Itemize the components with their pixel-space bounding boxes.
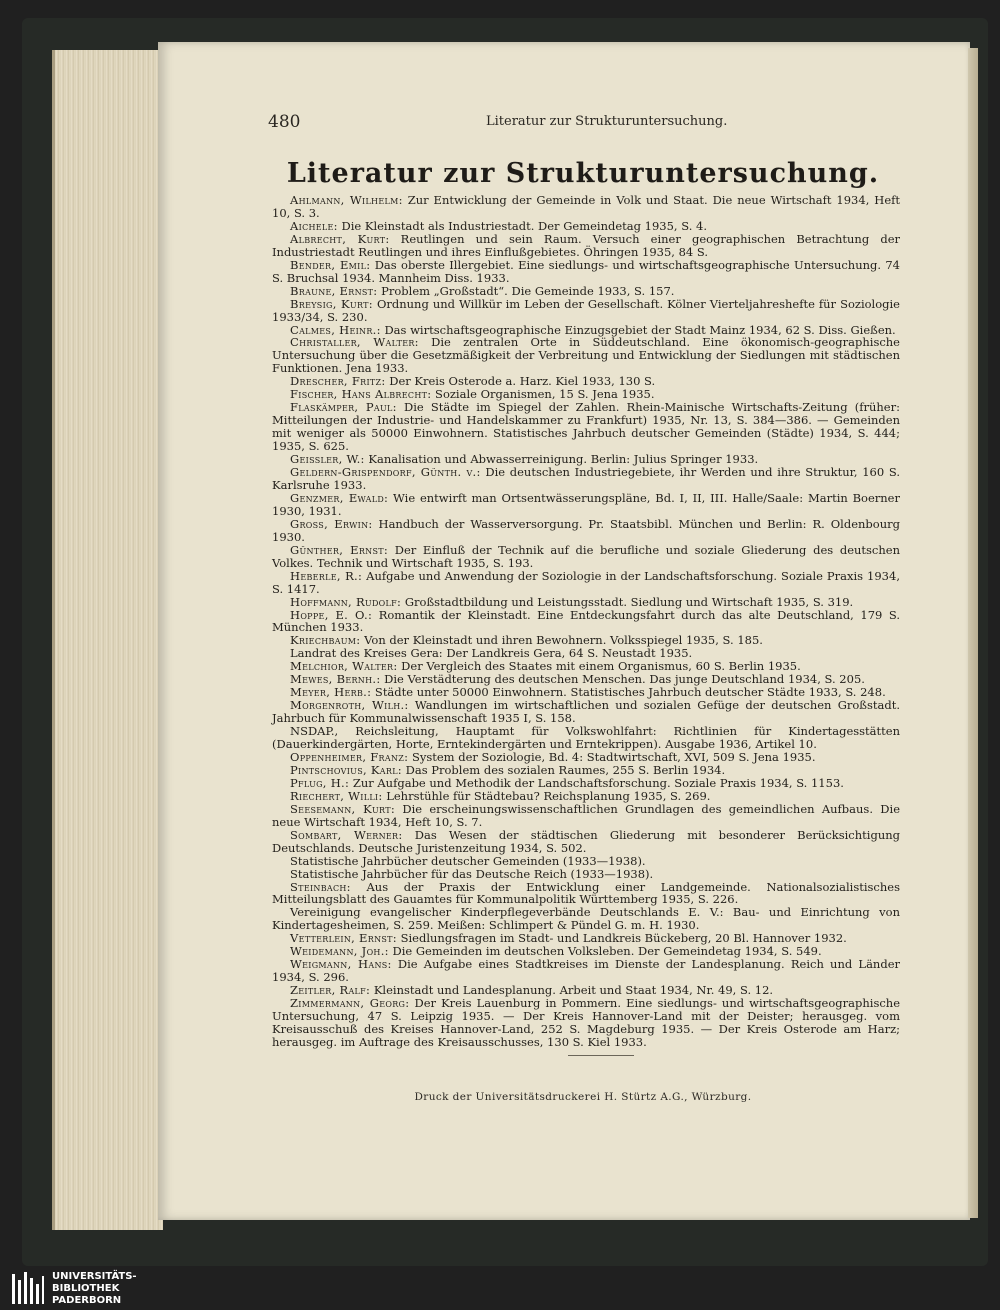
entry-text: Problem „Großstadt“. Die Gemeinde 1933, S. 157.	[377, 283, 675, 298]
entry-author: Melchior, Walter:	[290, 659, 398, 674]
running-title: Literatur zur Strukturuntersuchung.	[486, 114, 728, 129]
bibliography-entry	[272, 298, 900, 324]
entry-author: Steinbach:	[290, 879, 351, 894]
entry-text: Das Wesen der städtischen Gliederung mit besonderer Berücksichtigung Deutschlands. Deutsche Juristenzeitung 1934, S. 502.	[272, 827, 900, 855]
entry-text: Soziale Organismen, 15 S. Jena 1935.	[431, 387, 655, 402]
entry-text: Der Vergleich des Staates mit einem Organismus, 60 S. Berlin 1935.	[397, 659, 801, 674]
entry-text: Zur Entwicklung der Gemeinde in Volk und Staat. Die neue Wirtschaft 1934, Heft 10, S. 3.	[272, 193, 901, 220]
entry-author: Hoppe, E. O.:	[290, 607, 373, 622]
entry-text: Das oberste Illergebiet. Eine siedlungs- und wirtschaftsgeographische Untersuchung. 74 S. Bruchsal 1934. Mannheim Diss. 1933.	[272, 257, 900, 285]
bibliography-entry	[272, 829, 900, 855]
entry-author: Zimmermann, Georg:	[290, 996, 410, 1011]
bibliography-entry	[272, 518, 900, 544]
entry-author: Vetterlein, Ernst:	[290, 931, 397, 946]
page-right-edge	[968, 48, 978, 1218]
entry-author: Meyer, Herb.:	[290, 685, 372, 700]
entry-text: Wandlungen im wirtschaftlichen und sozialen Gefüge der deutschen Großstadt. Jahrbuch für Kommunalwissenschaft 1935 I, S. 158.	[272, 698, 900, 726]
bibliography-entry	[272, 958, 900, 984]
bibliography-entry	[272, 881, 900, 907]
entry-author: Kriechbaum:	[290, 633, 361, 648]
entry-author: Calmes, Heinr.:	[290, 322, 381, 337]
entry-author: Heberle, R.:	[290, 568, 363, 583]
page-edges	[52, 50, 163, 1230]
entry-text: Die Kleinstadt als Industriestadt. Der Gemeindetag 1935, S. 4.	[337, 218, 707, 233]
entry-text: NSDAP., Reichsleitung, Hauptamt für Volkswohlfahrt: Richtlinien für Kindertagesstätten (Dauerkindergärten, Horte, Erntekindergärten und Erntekrippen). Ausgabe 1936, Artikel 10.	[272, 724, 900, 752]
entry-author: Weigmann, Hans:	[290, 957, 392, 972]
bibliography-entry	[272, 259, 900, 285]
entry-text: Zur Aufgabe und Methodik der Landschaftsforschung. Soziale Praxis 1934, S. 1153.	[349, 775, 844, 790]
entry-text: Die erscheinungswissenschaftlichen Grundlagen des gemeindlichen Aufbaus. Die neue Wirtschaft 1934, Heft 10, S. 7.	[272, 801, 900, 829]
entry-author: Riechert, Willi:	[290, 788, 383, 803]
entry-text: Das wirtschaftsgeographische Einzugsgebiet der Stadt Mainz 1934, 62 S. Diss. Gießen.	[380, 322, 896, 337]
entry-text: Der Kreis Osterode a. Harz. Kiel 1933, 130 S.	[385, 374, 656, 389]
entry-text: Das Problem des sozialen Raumes, 255 S. Berlin 1934.	[401, 762, 726, 777]
entry-text: Die deutschen Industriegebiete, ihr Werden und ihre Struktur, 160 S. Karlsruhe 1933.	[272, 465, 901, 492]
bibliography-entry	[272, 401, 900, 453]
entry-text: Städte unter 50000 Einwohnern. Statistisches Jahrbuch deutscher Städte 1933, S. 248.	[371, 685, 886, 700]
library-logo-icon	[10, 1270, 46, 1308]
entry-author: Ahlmann, Wilhelm:	[290, 193, 403, 207]
entry-text: Handbuch der Wasserversorgung. Pr. Staatsbibl. München und Berlin: R. Oldenbourg 1930.	[272, 516, 900, 544]
entry-text: System der Soziologie, Bd. 4: Stadtwirtschaft, XVI, 509 S. Jena 1935.	[408, 749, 816, 764]
entry-text: Kleinstadt und Landesplanung. Arbeit und Staat 1934, Nr. 49, S. 12.	[370, 983, 774, 998]
bibliography-entry	[272, 233, 900, 259]
entry-author: Christaller, Walter:	[290, 335, 419, 350]
bibliography-list	[272, 194, 900, 1049]
entry-text: Die Verstädterung des deutschen Menschen. Das junge Deutschland 1934, S. 205.	[380, 672, 865, 687]
entry-text: Reutlingen und sein Raum. Versuch einer geographischen Betrachtung der Industriestadt Reutlingen und ihres Einflußgebietes. Öhringen 1935, 84 S.	[272, 231, 901, 259]
entry-author: Geldern-Grispendorf, Günth. v.:	[290, 465, 481, 480]
entry-author: Oppenheimer, Franz:	[290, 749, 409, 764]
entry-author: Pintschovius, Karl:	[290, 762, 402, 777]
logo-line-1: UNIVERSITÄTS-	[52, 1271, 137, 1282]
entry-author: Bender, Emil:	[290, 257, 371, 272]
page-number: 480	[268, 112, 301, 132]
entry-author: Gross, Erwin:	[290, 516, 373, 531]
library-logo-text	[52, 1271, 137, 1307]
logo-line-2: BIBLIOTHEK	[52, 1283, 120, 1294]
bibliography-entry	[272, 466, 900, 492]
entry-author: Zeitler, Ralf:	[290, 983, 371, 998]
entry-text: Die zentralen Orte in Süddeutschland. Eine ökonomisch-geographische Untersuchung über die Gesetzmäßigkeit der Verbreitung und Entwicklung der Siedlungen mit städtischen Funktionen. Jena 1933.	[272, 335, 900, 376]
logo-line-3: PADERBORN	[52, 1295, 122, 1306]
entry-text: Statistische Jahrbücher für das Deutsche Reich (1933—1938).	[290, 866, 654, 881]
bibliography-entry	[272, 570, 900, 596]
running-head	[268, 112, 898, 132]
entry-text: Kanalisation und Abwasserreinigung. Berlin: Julius Springer 1933.	[364, 452, 759, 467]
entry-author: Drescher, Fritz:	[290, 374, 386, 389]
entry-author: Genzmer, Ewald:	[290, 490, 389, 505]
entry-text: Romantik der Kleinstadt. Eine Entdeckungsfahrt durch das alte Deutschland, 179 S. München 1933.	[272, 607, 900, 635]
bibliography-entry	[272, 336, 900, 375]
entry-text: Ordnung und Willkür im Leben der Gesellschaft. Kölner Vierteljahreshefte für Soziologie 1933/34, S. 230.	[272, 296, 900, 324]
entry-author: Sombart, Werner:	[290, 827, 403, 842]
entry-text: Statistische Jahrbücher deutscher Gemeinden (1933—1938).	[290, 853, 646, 868]
entry-text: Von der Kleinstadt und ihren Bewohnern. Volksspiegel 1935, S. 185.	[360, 633, 763, 648]
entry-text: Lehrstühle für Städtebau? Reichsplanung 1935, S. 269.	[382, 788, 711, 803]
entry-text: Siedlungsfragen im Stadt- und Landkreis Bückeberg, 20 Bl. Hannover 1932.	[396, 931, 847, 946]
bibliography-entry	[272, 544, 900, 570]
bibliography-entry	[272, 609, 900, 635]
bibliography-entry	[272, 492, 900, 518]
entry-text: Vereinigung evangelischer Kinderpflegeverbände Deutschlands E. V.: Bau- und Einrichtung von Kindertagesheimen, S. 259. Meißen: Schlimpert & Pündel G. m. H. 1930.	[272, 905, 900, 933]
entry-text: Aufgabe und Anwendung der Soziologie in der Landschaftsforschung. Soziale Praxis 1934, S. 1417.	[272, 568, 900, 596]
entry-author: Breysig, Kurt:	[290, 296, 373, 311]
entry-author: Seesemann, Kurt:	[290, 801, 396, 816]
entry-text: Großstadtbildung und Leistungsstadt. Siedlung und Wirtschaft 1935, S. 319.	[401, 594, 854, 609]
entry-text: Die Aufgabe eines Stadtkreises im Dienste der Landesplanung. Reich und Länder 1934, S. 296.	[272, 957, 900, 985]
bibliography-entry	[272, 725, 900, 751]
entry-author: Morgenroth, Wilh.:	[290, 698, 409, 713]
entry-author: Aichele:	[290, 218, 338, 233]
entry-author: Geissler, W.:	[290, 452, 365, 467]
bibliography-entry	[272, 803, 900, 829]
entry-author: Braune, Ernst:	[290, 283, 378, 298]
divider	[568, 1055, 634, 1056]
entry-author: Hoffmann, Rudolf:	[290, 594, 402, 609]
printer-imprint: Druck der Universitätsdruckerei H. Stürtz A.G., Würzburg.	[414, 1091, 752, 1103]
bibliography-entry	[272, 699, 900, 725]
bibliography-entry	[272, 997, 900, 1049]
entry-text: Landrat des Kreises Gera: Der Landkreis Gera, 64 S. Neustadt 1935.	[290, 646, 693, 661]
page-title: Literatur zur Strukturuntersuchung.	[286, 158, 880, 189]
entry-author: Mewes, Bernh.:	[290, 672, 381, 687]
bibliography-entry	[272, 906, 900, 932]
entry-text: Aus der Praxis der Entwicklung einer Landgemeinde. Nationalsozialistisches Mitteilungsblatt des Gauamtes für Kommunalpolitik Württemberg 1935, S. 226.	[272, 879, 900, 907]
entry-text: Die Städte im Spiegel der Zahlen. Rhein-Mainische Wirtschafts-Zeitung (früher: Mitteilungen der Industrie- und Handelskammer zu Frankfurt) 1935, Nr. 13, S. 384—386. — Gemeinden mit weniger als 50000 Einwohnern. Statistisches Jahrbuch deutscher Gemeinden (Städte) 1934, S. 444; 1935, S. 625.	[272, 400, 900, 454]
entry-text: Wie entwirft man Ortsentwässerungspläne, Bd. I, II, III. Halle/Saale: Martin Boerner 1930, 1931.	[272, 490, 900, 518]
entry-text: Der Einfluß der Technik auf die berufliche und soziale Gliederung des deutschen Volkes. Technik und Wirtschaft 1935, S. 193.	[272, 542, 900, 570]
bibliography-entry	[272, 194, 900, 220]
entry-author: Albrecht, Kurt:	[290, 231, 390, 246]
entry-author: Weidemann, Joh.:	[290, 944, 389, 959]
entry-author: Pflug, H.:	[290, 775, 350, 790]
entry-author: Fischer, Hans Albrecht:	[290, 387, 432, 402]
entry-author: Günther, Ernst:	[290, 542, 389, 557]
entry-text: Der Kreis Lauenburg in Pommern. Eine siedlungs- und wirtschaftsgeographische Untersuchung, 47 S. Leipzig 1935. — Der Kreis Hannover-Land mit der Deister; herausgeg. vom Kreisausschuß des Kreises Hannover-Land, 252 S. Magdeburg 1935. — Der Kreis Osterode am Harz; herausgeg. im Auftrage des Kreisausschusses, 130 S. Kiel 1933.	[272, 996, 900, 1049]
library-logo	[4, 1266, 154, 1310]
entry-author: Flaskämper, Paul:	[290, 400, 397, 415]
entry-text: Die Gemeinden im deutschen Volksleben. Der Gemeindetag 1934, S. 549.	[388, 944, 822, 959]
